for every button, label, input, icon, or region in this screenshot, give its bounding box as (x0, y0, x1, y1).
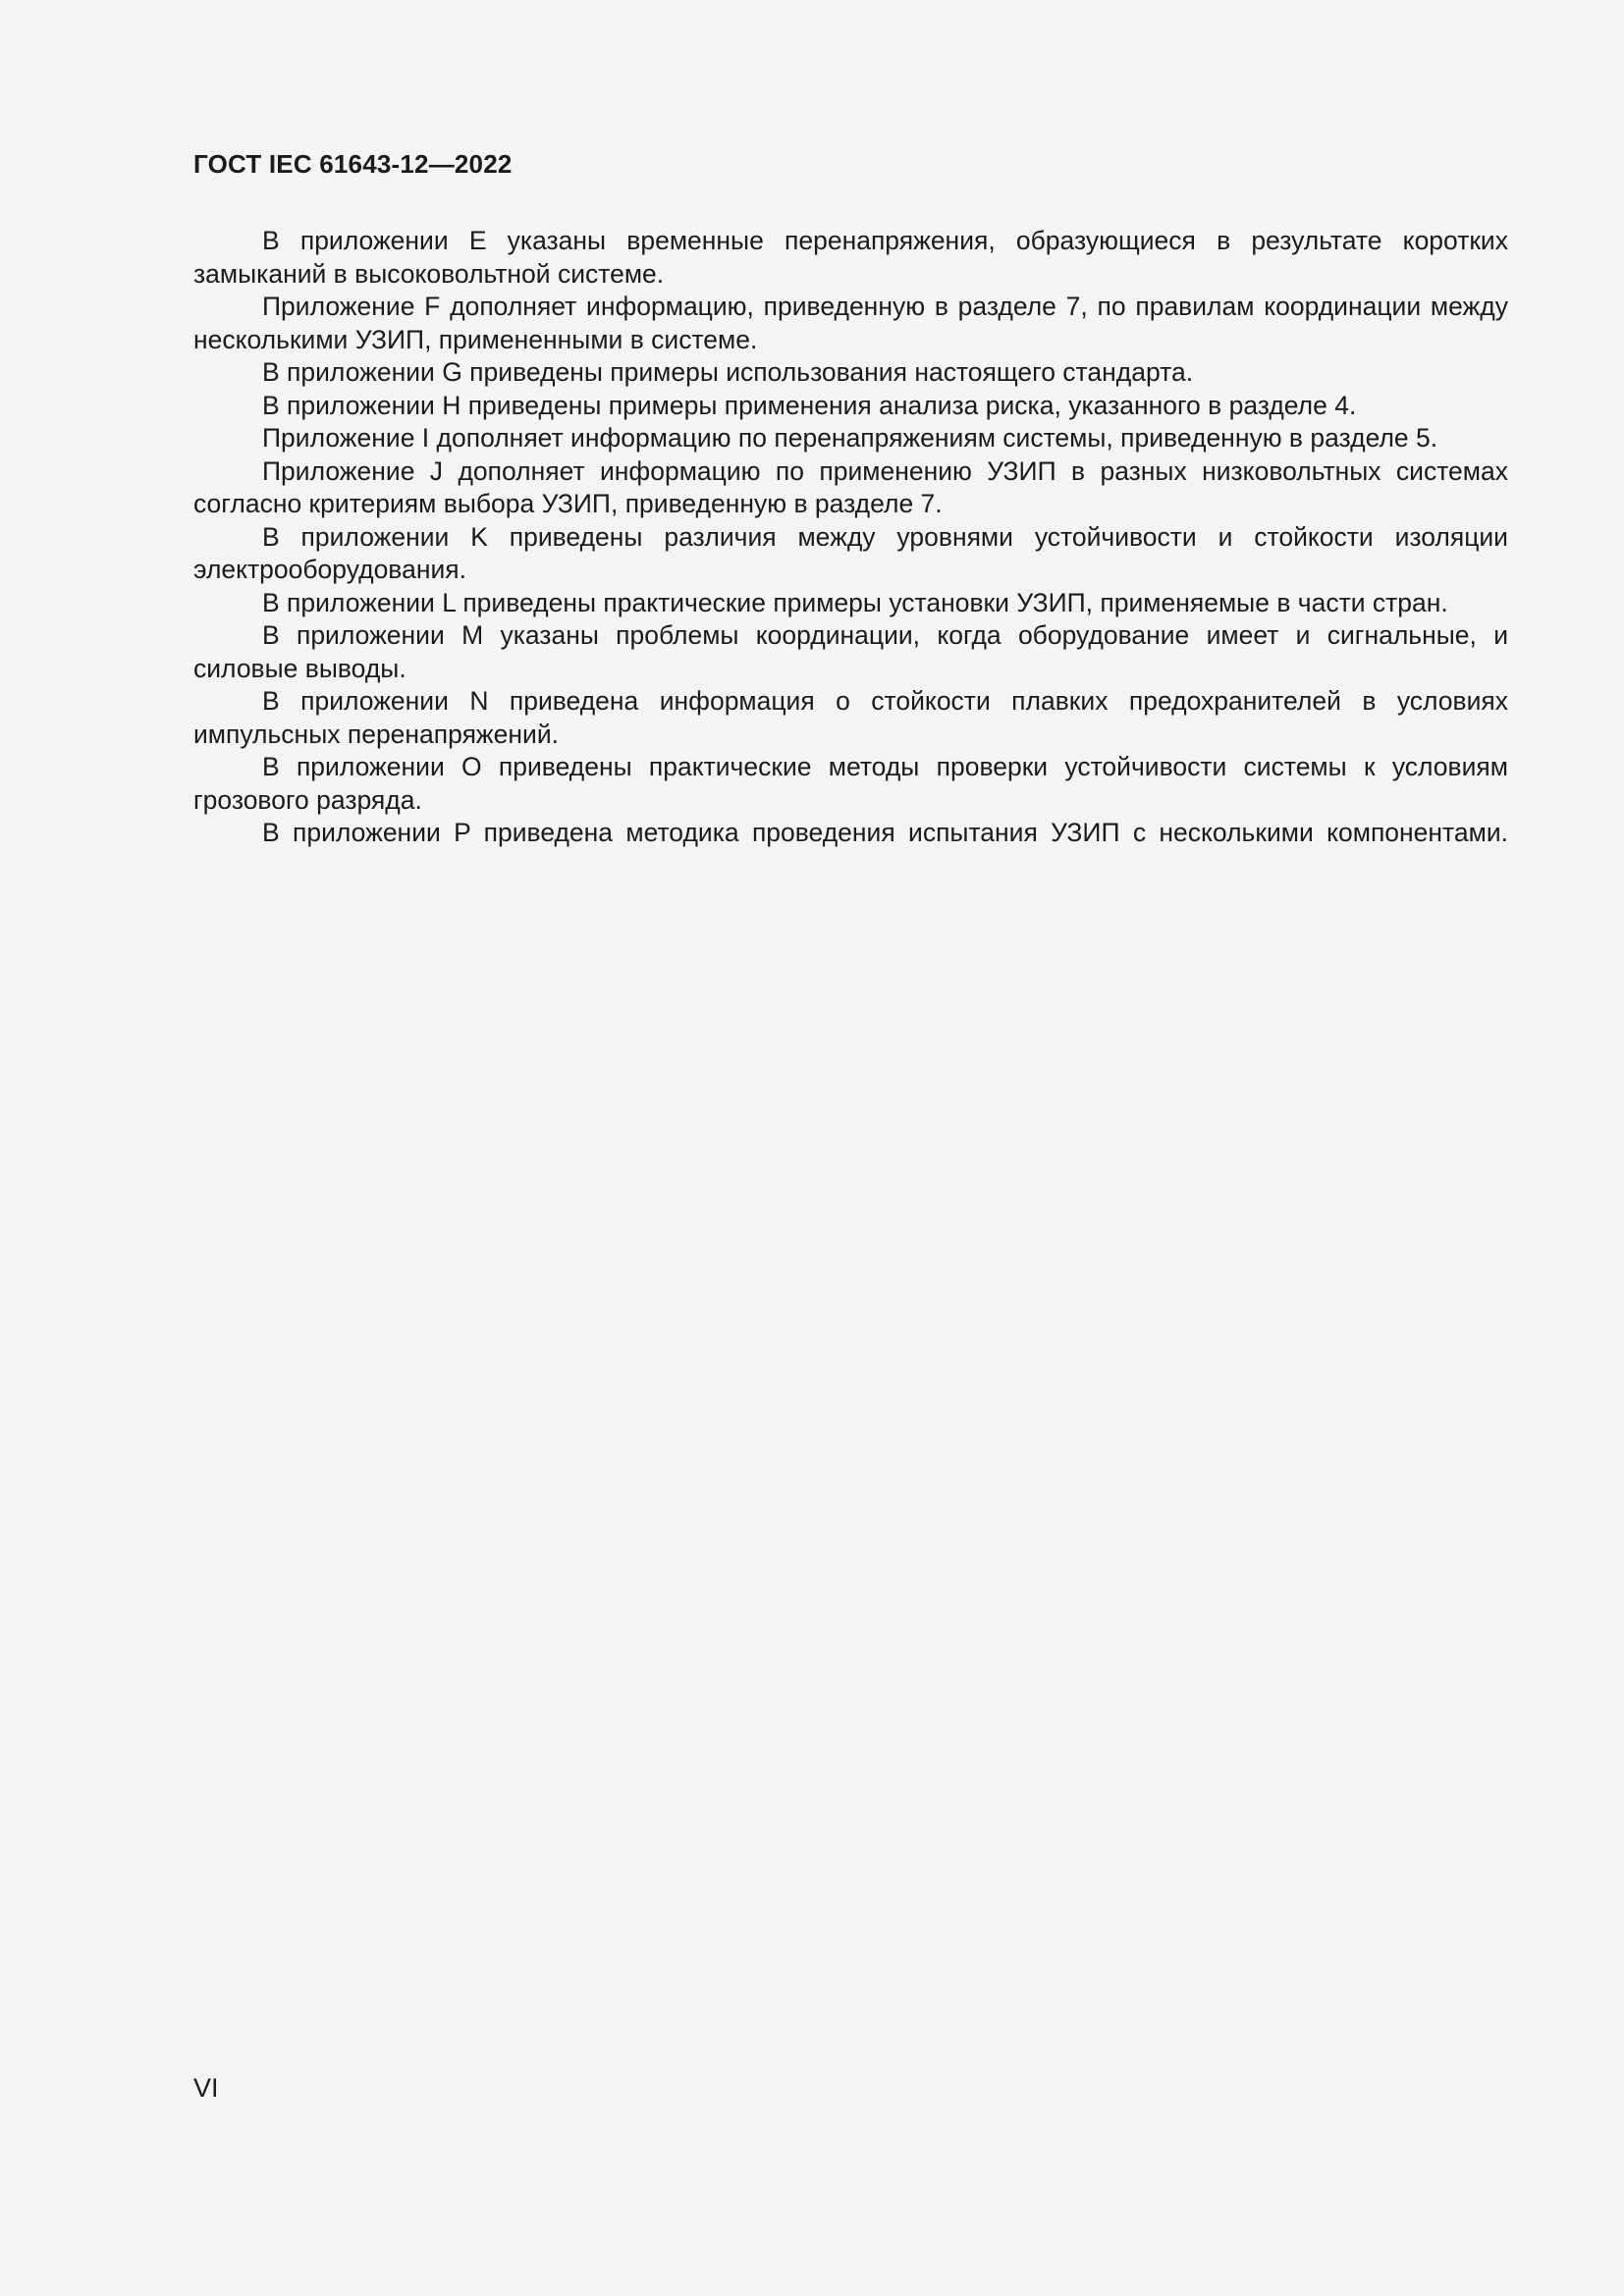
paragraph-appendix-o: В приложении O приведены практические методы проверки устойчивости системы к условиям грозового разряда. (193, 752, 1508, 815)
paragraph-appendix-k: В приложении K приведены различия между уровнями устойчивости и стойкости изоляции электрооборудования. (193, 521, 1508, 584)
document-body (193, 225, 1508, 850)
page-number: VI (193, 2073, 219, 2103)
paragraph-appendix-l: В приложении L приведены практические примеры установки УЗИП, применяемые в части стран. (262, 587, 1448, 617)
paragraph-appendix-m: В приложении M указаны проблемы координации, когда оборудование имеет и сигнальные, и силовые выводы. (193, 620, 1508, 683)
paragraph-appendix-g: В приложении G приведены примеры использования настоящего стандарта. (262, 357, 1194, 387)
paragraph-appendix-f: Приложение F дополняет информацию, приведенную в разделе 7, по правилам координации между несколькими УЗИП, примененными в системе. (193, 292, 1508, 354)
paragraph-appendix-e: В приложении E указаны временные перенапряжения, образующиеся в результате коротких замыканий в высоковольтной системе. (193, 226, 1508, 289)
paragraph-appendix-j: Приложение J дополняет информацию по применению УЗИП в разных низковольтных системах согласно критериям выбора УЗИП, приведенную в разделе 7. (193, 455, 1508, 518)
paragraph-appendix-n: В приложении N приведена информация о стойкости плавких предохранителей в условиях импульсных перенапряжений. (193, 686, 1508, 749)
paragraph-appendix-i: Приложение I дополняет информацию по перенапряжениям системы, приведенную в разделе 5. (262, 423, 1438, 453)
document-title: ГОСТ IEC 61643-12—2022 (193, 149, 513, 179)
paragraph-appendix-h: В приложении H приведены примеры применения анализа риска, указанного в разделе 4. (262, 390, 1357, 420)
paragraph-appendix-p: В приложении P приведена методика проведения испытания УЗИП с несколькими компонентами. (262, 818, 1508, 847)
